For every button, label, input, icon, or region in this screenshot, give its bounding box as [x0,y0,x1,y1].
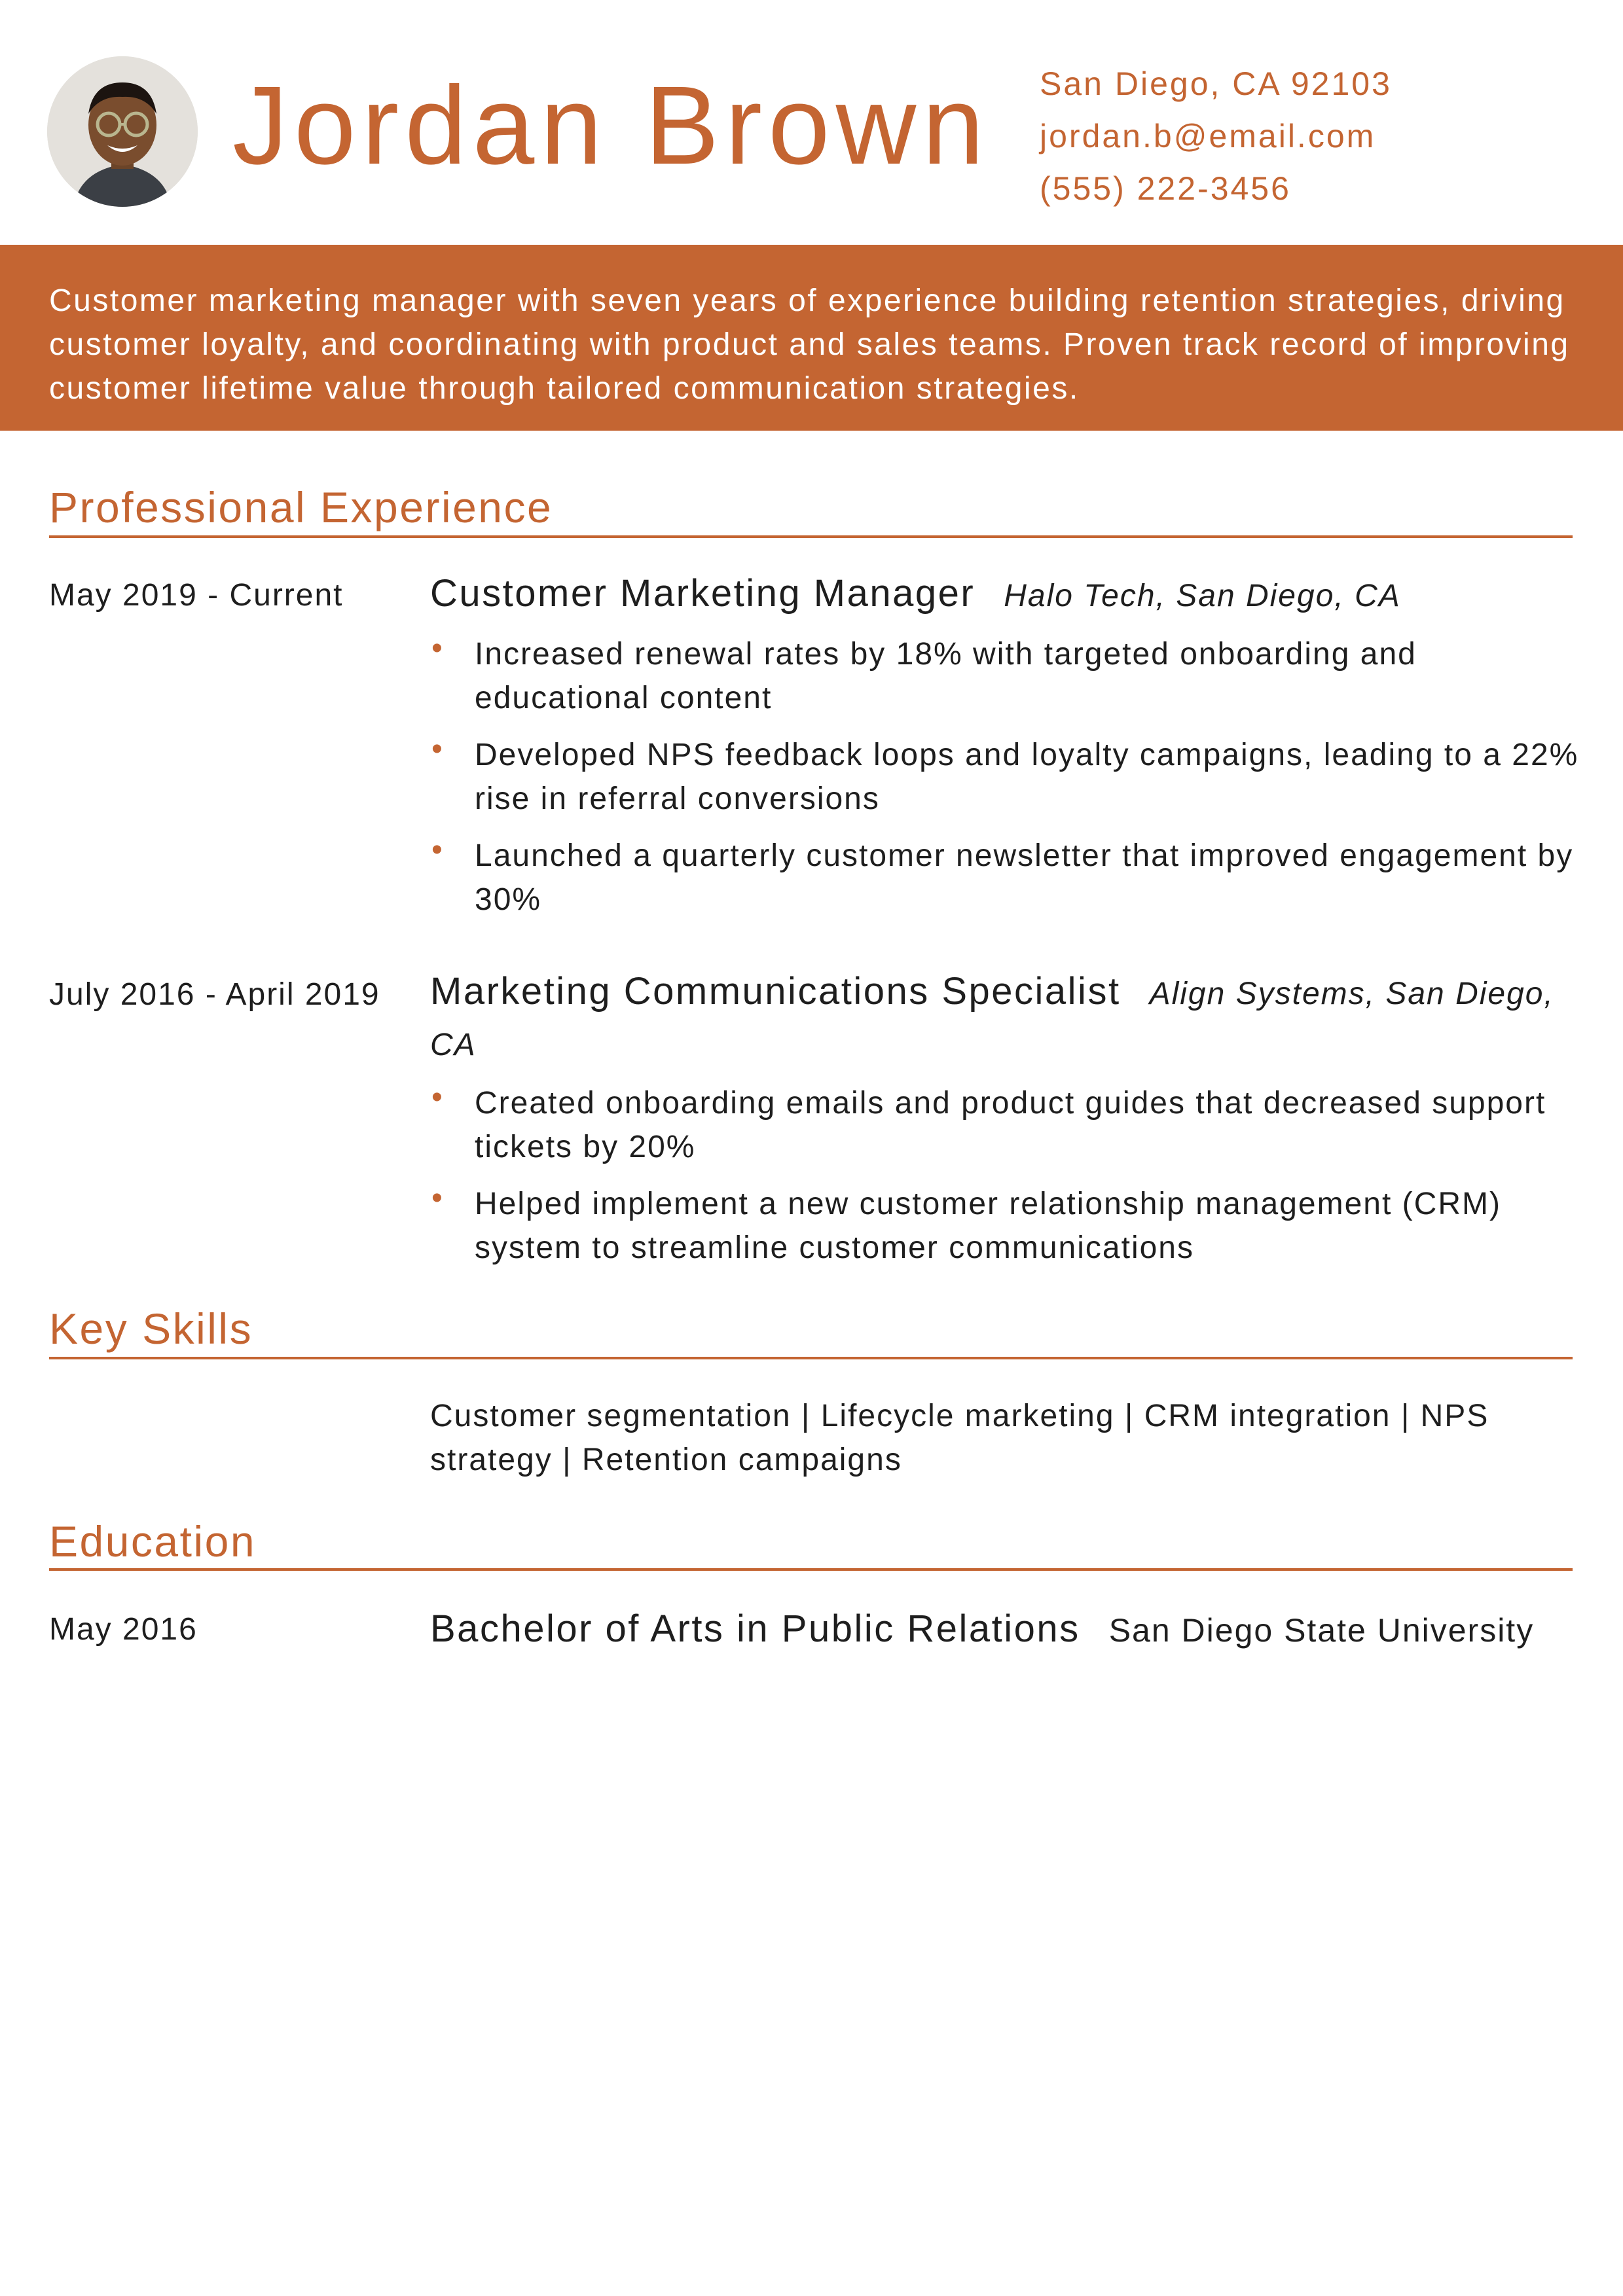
job-title: Customer Marketing Manager [430,572,976,615]
bullet-item: • Launched a quarterly customer newsletter that improved engagement by 30% [431,833,1574,917]
skills-list: Customer segmentation | Lifecycle marketing | CRM integration | NPS strategy | Retention campaigns [430,1399,1489,1477]
job-title: Marketing Communications Specialist [430,970,1121,1013]
contact-email[interactable]: jordan.b@email.com [1040,118,1376,154]
experience-entry [430,568,1582,935]
job-organization: Align Systems, San Diego, CA [430,977,1554,1062]
job-organization: Halo Tech, San Diego, CA [1004,579,1401,613]
bullet-dot-icon: • [431,833,444,867]
education-date: May 2016 [49,1612,198,1647]
education-entry [430,1604,1582,1657]
section-divider [49,1357,1573,1359]
bullet-dot-icon: • [431,1181,444,1215]
experience-date: July 2016 - April 2019 [49,977,380,1012]
bullet-item: • Developed NPS feedback loops and loyalty campaigns, leading to a 22% rise in referral conversions [431,732,1579,816]
experience-heading [430,966,1582,1071]
contact-phone[interactable]: (555) 222-3456 [1040,170,1291,207]
section-title-education: Education [49,1517,257,1566]
section-divider [49,535,1573,538]
profile-photo [47,56,198,207]
experience-date: May 2019 - Current [49,578,344,613]
profile-photo-icon [47,56,198,207]
bullet-list [430,1081,1582,1270]
section-title-skills: Key Skills [49,1304,253,1353]
degree-title: Bachelor of Arts in Public Relations [430,1607,1080,1650]
experience-heading [430,568,1582,622]
summary-text: Customer marketing manager with seven years of experience building retention strategies, driving customer loyalty, and coordinating with product and sales teams. Proven track record of improving customer lifetime value through tailored communication strategies. [49,283,1570,406]
section-title-experience: Professional Experience [49,483,553,531]
section-divider [49,1568,1573,1571]
candidate-name: Jordan Brown [232,63,990,188]
bullet-dot-icon: • [431,1080,444,1115]
bullet-item: • Helped implement a new customer relationship management (CRM) system to streamline customer communications [431,1181,1501,1265]
bullet-item: • Created onboarding emails and product guides that decreased support tickets by 20% [431,1080,1546,1164]
education-heading [430,1604,1582,1657]
bullet-item: • Increased renewal rates by 18% with targeted onboarding and educational content [431,631,1417,715]
experience-entry [430,966,1582,1283]
contact-location: San Diego, CA 92103 [1040,65,1392,102]
school-name: San Diego State University [1108,1612,1535,1649]
bullet-list [430,632,1582,922]
bullet-dot-icon: • [431,732,444,766]
bullet-dot-icon: • [431,631,444,666]
contact-block [1040,58,1392,215]
summary-band [0,245,1623,431]
